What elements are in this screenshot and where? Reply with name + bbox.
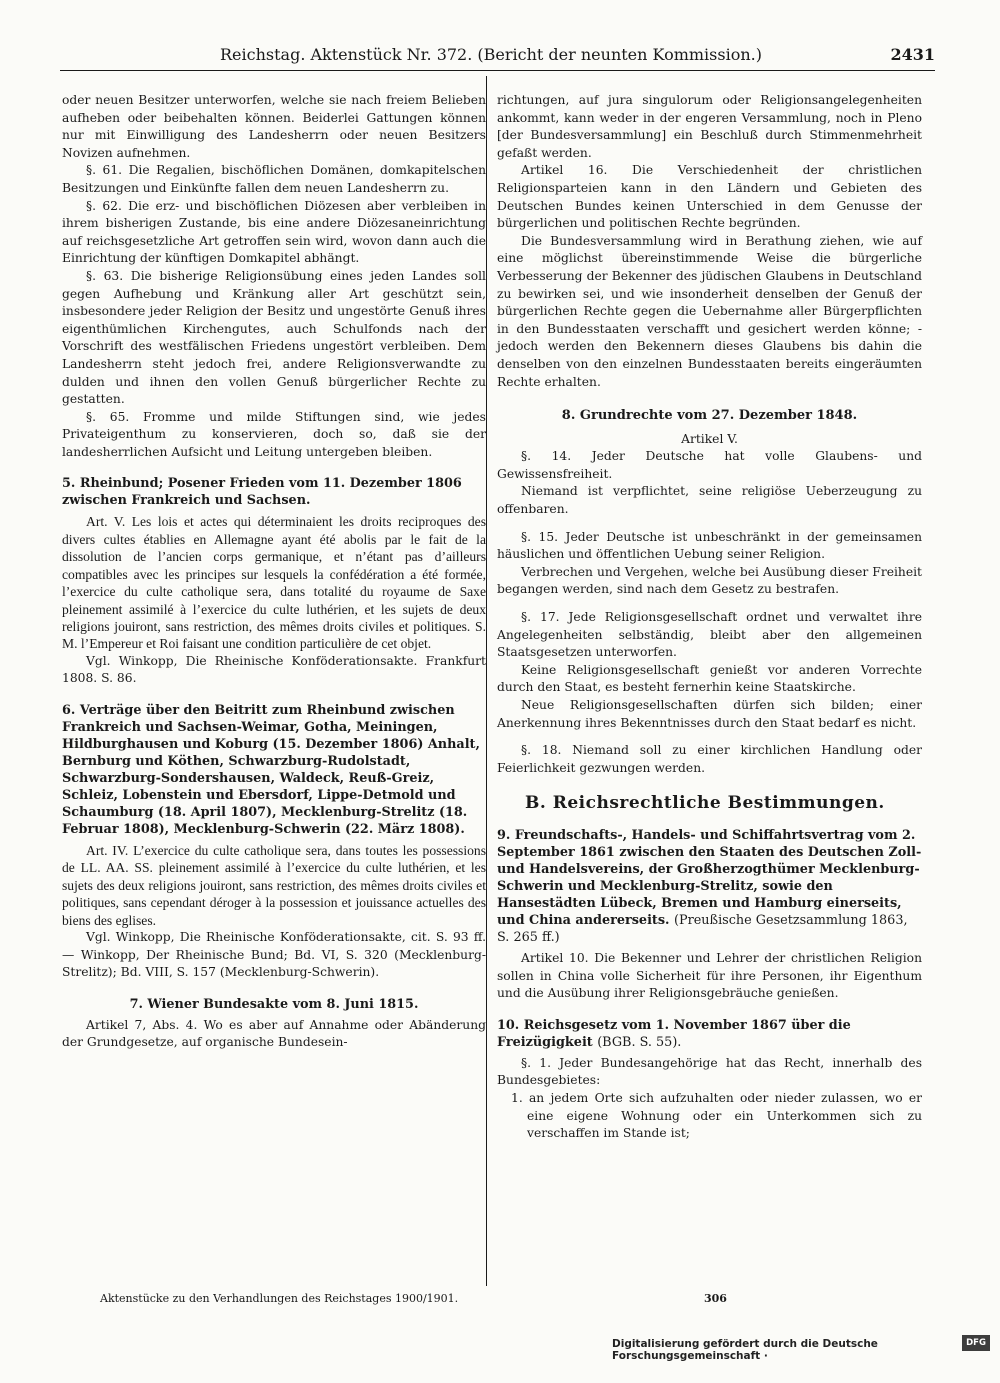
section-15-paragraph: Verbrechen und Vergehen, welche bei Ausübung dieser Freiheit begangen werden, sind nach dem Gesetz zu bestrafen. (497, 564, 922, 597)
section-14: §. 14. Jeder Deutsche hat volle Glaubens- und Gewissensfreiheit. (497, 449, 922, 481)
section-1: §. 1. Jeder Bundesangehörige hat das Recht, innerhalb des Bundesgebietes: (497, 1055, 922, 1088)
digitization-credit: Digitalisierung gefördert durch die Deutsche Forschungsgemeinschaft · (612, 1338, 878, 1362)
heading-6: 6. Verträge über den Beitritt zum Rheinbund zwischen Frankreich und Sachsen-Weimar, Gotha, Meiningen, Hildburghausen und Koburg (15. Dezember 1806) Anhalt, Bernburg und Köthen, Schwarzburg-Rudolstadt, Schwarzburg-Sondershausen, Waldeck, Reuß-Greiz, Schleiz, Lobenstein und Ebersdorf, Lippe-Detmold und Schaumburg (18. April 1807), Mecklenburg-Strelitz (18. Februar 1808), Mecklenburg-Schwerin (22. März 1808). (62, 702, 480, 837)
reference-6: Vgl. Winkopp, Die Rheinische Konföderationsakte, cit. S. 93 ff. — Winkopp, Der Rheinische Bund; Bd. VI, S. 320 (Mecklenburg-Strelitz); Bd. VIII, S. 157 (Mecklenburg-Schwerin). (62, 929, 486, 980)
column-divider (486, 76, 487, 1286)
article-v-heading: Artikel V. (681, 431, 738, 446)
page-header (60, 40, 935, 71)
article-7: Artikel 7, Abs. 4. Wo es aber auf Annahme oder Abänderung der Grundgesetze, auf organische Bundesein- (62, 1017, 486, 1050)
section-17: §. 17. Jede Religionsgesellschaft ordnet und verwaltet ihre Angelegenheiten selbständig, bleibt aber den allgemeinen Staatsgesetzen unterworfen. (497, 610, 922, 660)
list-item: 1. an jedem Orte sich aufzuhalten oder nieder zulassen, wo er eine eigene Wohnung oder ein Unterkommen sich zu verschaffen im Stande ist; (511, 1090, 922, 1141)
running-title: Reichstag. Aktenstück Nr. 372. (Bericht der neunten Kommission.) (220, 45, 762, 64)
section-15: §. 15. Jeder Deutsche ist unbeschränkt in der gemeinsamen häuslichen und öffentlichen Uebung seiner Religion. (497, 529, 922, 562)
heading-9 (497, 827, 922, 946)
paragraph: richtungen, auf jura singulorum oder Religionsangelegenheiten ankommt, kann weder in der engeren Versammlung, noch in Pleno [der Bundesversammlung] ein Beschluß durch Stimmenmehrheit gefaßt werden. (497, 93, 922, 160)
section-61: §. 61. Die Regalien, bischöflichen Domänen, domkapitelschen Besitzungen und Einkünfte fallen dem neuen Landesherrn zu. (62, 163, 486, 195)
heading-10-reference: (BGB. S. 55). (597, 1034, 682, 1050)
article-10: Artikel 10. Die Bekenner und Lehrer der christlichen Religion sollen in China volle Sicherheit für ihre Personen, ihr Eigenthum und die Ausübung ihrer Religionsgebräuche genießen. (497, 950, 922, 1001)
section-18: §. 18. Niemand soll zu einer kirchlichen Handlung oder Feierlichkeit gezwungen werden. (497, 743, 922, 775)
paragraph: oder neuen Besitzer unterworfen, welche sie nach freiem Belieben aufheben oder beibehalten können. Beiderlei Gattungen können nur mit Einwilligung des Landesherrn oder neuen Besitzers Novizen aufnehmen. (62, 93, 486, 160)
reference-5: Vgl. Winkopp, Die Rheinische Konföderationsakte. Frankfurt 1808. S. 86. (62, 653, 486, 686)
section-65: §. 65. Fromme und milde Stiftungen sind, wie jedes Privateigenthum zu konservieren, doch so, daß sie der landesherrlichen Aufsicht und Leitung untergeben bleiben. (62, 409, 486, 459)
heading-9-text: 9. Freundschafts-, Handels- und Schiffahrtsvertrag vom 2. September 1861 zwischen den Staaten des Deutschen Zoll- und Handelsvereins, der Großherzogthümer Mecklenburg-Schwerin und Mecklenburg-Strelitz, sowie den Hansestädten Lübeck, Bremen und Hamburg einerseits, und China andererseits. (497, 827, 922, 928)
section-17-paragraph: Keine Religionsgesellschaft genießt vor anderen Vorrechte durch den Staat, es besteht fernerhin keine Staatskirche. (497, 662, 922, 695)
section-62: §. 62. Die erz- und bischöflichen Diözesen aber verbleiben in ihrem bisherigen Zustande, bis eine andere Diözesaneinrichtung auf reichsgesetzliche Art getroffen sein wird, wovon dann auch die Einrichtung der künftigen Domkapitel abhängt. (62, 198, 486, 266)
section-14-paragraph: Niemand ist verpflichtet, seine religiöse Ueberzeugung zu offenbaren. (497, 484, 922, 517)
heading-8: 8. Grundrechte vom 27. Dezember 1848. (561, 408, 858, 424)
article-v-french: Art. V. Les lois et actes qui déterminaient les droits reciproques des divers cultes établies en Allemagne ayant été abolis par le fait de la dissolution de l’ancien corps germanique, et n’étant pas d’ailleurs compatibles avec les principes sur lesquels la confédération a été formée, l’exercice du culte catholique sera, dans totalité du royaume de Saxe pleinement assimilé à l’exercice du culte luthérien, et les sujets de deux religions jouiront, sans restriction, des mêmes droits civiles et politiques. S. M. l’Empereur et Roi faisant une condition particulière de cet objet. (62, 514, 486, 652)
footer-sheet-number: 306 (704, 1292, 727, 1305)
heading-10-text: 10. Reichsgesetz vom 1. November 1867 über die Freizügigkeit (497, 1017, 851, 1050)
heading-7: 7. Wiener Bundesakte vom 8. Juni 1815. (129, 996, 419, 1012)
dfg-logo: DFG (962, 1335, 990, 1351)
heading-9-reference: (Preußische Gesetzsammlung 1863, S. 265 ff.) (497, 912, 908, 945)
heading-5: 5. Rheinbund; Posener Frieden vom 11. Dezember 1806 zwischen Frankreich und Sachsen. (62, 476, 462, 509)
heading-b: B. Reichsrechtliche Bestimmungen. (525, 793, 885, 814)
footer-source: Aktenstücke zu den Verhandlungen des Reichstages 1900/1901. (100, 1292, 459, 1305)
left-column (62, 92, 486, 1052)
article-iv-french: Art. IV. L’exercice du culte catholique sera, dans toutes les possessions de LL. AA. SS. pleinement assimilé à l’exercice du culte luthérien, et les sujets des deux religions jouiront, sans restriction, des mêmes droits civiles et politiques, sans cependant déroger à la possession et jouissance actuelles des biens des eglises. (62, 842, 486, 928)
section-17-paragraph-2: Neue Religionsgesellschaften dürfen sich bilden; einer Anerkennung ihres Bekenntnisses durch den Staat bedarf es nicht. (497, 698, 922, 730)
article-16: Artikel 16. Die Verschiedenheit der christlichen Religionsparteien kann in den Ländern und Gebieten des Deutschen Bundes keinen Unterschied in dem Genusse der bürgerlichen und politischen Rechte begründen. (497, 163, 922, 231)
paragraph: Die Bundesversammlung wird in Berathung ziehen, wie auf eine möglichst übereinstimmende Weise die bürgerliche Verbesserung der Bekenner des jüdischen Glaubens in Deutschland zu bewirken sei, und wie insonderheit denselben der Genuß der bürgerlichen Rechte gegen die Uebernahme aller Bürgerpflichten in den Bundesstaaten verschafft und gesichert werden könne; - jedoch werden den Bekennern dieses Glaubens bis dahin die denselben von den einzelnen Bundesstaaten bereits eingeräumten Rechte erhalten. (497, 233, 922, 389)
right-column (497, 92, 922, 1143)
page-number: 2431 (890, 45, 935, 64)
heading-10 (497, 1017, 922, 1051)
section-63: §. 63. Die bisherige Religionsübung eines jeden Landes soll gegen Aufhebung und Kränkung aller Art geschützt sein, insbesondere jeder Religion der Besitz und ungestörte Genuß ihres eigenthümlichen Kirchengutes, auch Schulfonds nach der Vorschrift des westfälischen Friedens ungestört verbleiben. Dem Landesherrn steht jedoch frei, andere Religionsverwandte zu dulden und ihnen den vollen Genuß bürgerlicher Rechte zu gestatten. (62, 268, 486, 407)
